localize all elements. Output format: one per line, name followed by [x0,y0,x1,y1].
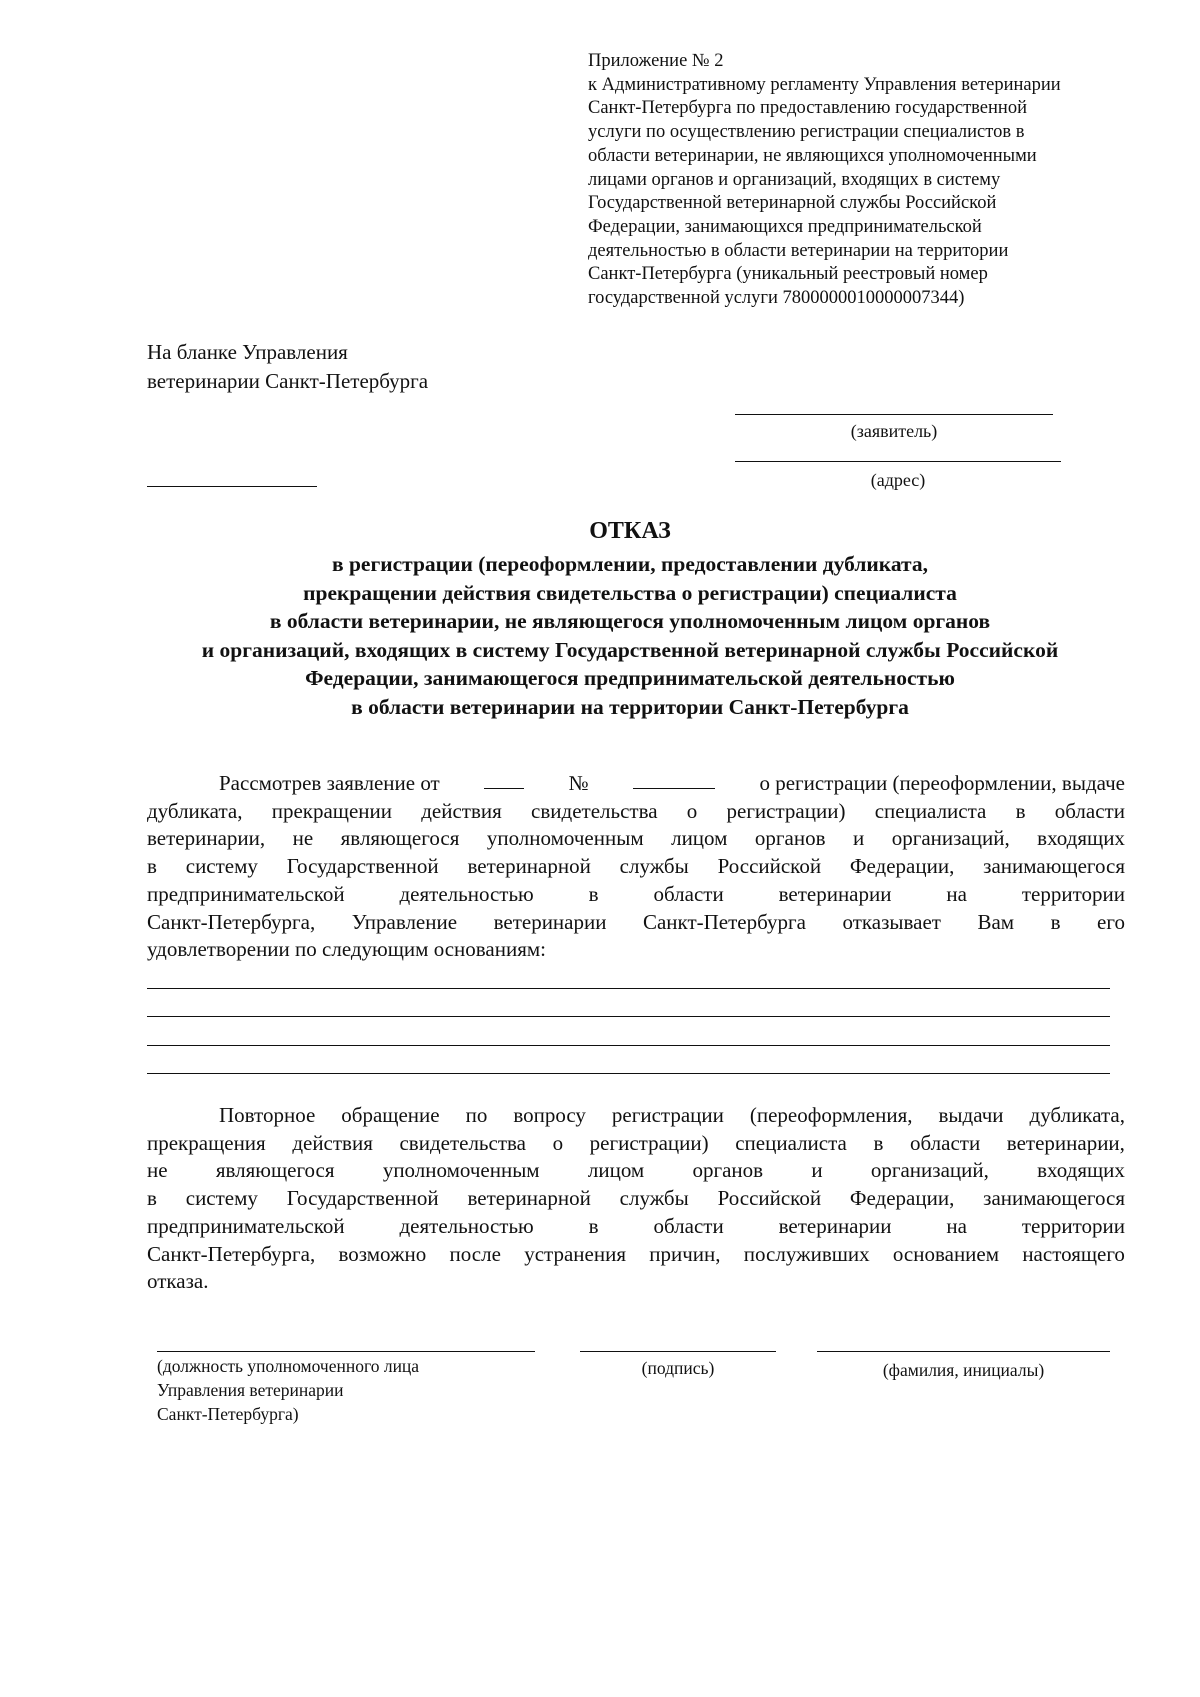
subtitle-line: прекращении действия свидетельства о регистрации) специалиста [303,580,957,605]
appendix-line: к Административному регламенту Управления ветеринарии [588,74,1061,95]
reason-blank-line [147,1016,1110,1017]
word: лицом [671,826,728,851]
word: в [588,881,599,906]
appendix-line: государственной услуги 7800000010000007344) [588,288,965,309]
word: Федерации, [849,1186,955,1211]
word: ветеринарии [493,909,607,934]
word: дубликата, [1029,1103,1125,1127]
word: свидетельства [399,1130,526,1155]
appendix-line: Федерации, занимающихся предпринимательской [588,216,982,237]
word: области [653,1213,724,1238]
reapplication-paragraph [147,1102,1125,1296]
word: области [653,881,724,906]
position-caption [157,1354,419,1426]
word: действия [421,798,502,823]
paragraph-row [147,853,1125,881]
word: обращение [341,1103,440,1127]
word: послуживших [743,1241,870,1266]
para1-tail: о регистрации (переоформлении, выдаче [759,771,1125,795]
refusal-paragraph [147,770,1125,964]
word: регистрации) [589,1130,709,1155]
word: службы [619,1186,689,1211]
appendix-line: Санкт-Петербурга (уникальный реестровый номер [588,264,988,285]
application-date-blank [484,770,524,789]
word: ветеринарии, [147,826,266,851]
word: ветеринарной [467,854,591,879]
word: уполномоченным [382,1158,540,1183]
word: являющегося [340,826,460,851]
word: действия [292,1130,373,1155]
appendix-line: Приложение № 2 [588,51,724,71]
letterhead-line-2: ветеринарии Санкт-Петербурга [147,369,429,393]
word: причин, [649,1241,721,1266]
word: и [852,826,865,851]
address-caption: (адрес) [870,470,926,490]
word: Повторное [219,1103,316,1127]
word: в [1015,798,1026,823]
position-blank-line [157,1351,535,1352]
word: органов [692,1158,764,1183]
word: Российской [717,1186,822,1211]
applicant-caption: (заявитель) [850,421,938,441]
word: организаций, [870,1158,989,1183]
document-subtitle [130,550,1130,721]
word: предпринимательской [147,881,345,906]
paragraph-row [147,1241,1125,1269]
subtitle-line: в области ветеринарии, не являющегося уполномоченным лицом органов [269,609,991,633]
word: после [449,1241,501,1266]
paragraph-row [147,798,1125,826]
word: области [909,1130,981,1155]
word: службы [619,854,689,879]
word: не [292,826,314,851]
word: в [588,1213,599,1238]
appendix-line: Государственной ветеринарной службы Российской [588,193,997,214]
word: не [147,1158,168,1183]
word: деятельностью [399,881,534,906]
appendix-line: Санкт-Петербурга по предоставлению государственной [588,98,1027,119]
word: ветеринарии, [1006,1130,1125,1155]
signature-blank-line [580,1351,776,1352]
word: регистрации [611,1103,724,1127]
word: в [873,1130,884,1155]
word: занимающегося [983,854,1125,879]
word: (переоформления, [749,1103,913,1127]
word: отказывает [842,909,941,934]
word: входящих [1037,1158,1125,1183]
letterhead-line-1: На бланке Управления [147,340,348,364]
word: прекращении [271,798,392,823]
name-caption: (фамилия, инициалы) [882,1360,1045,1380]
paragraph-row [147,909,1125,937]
word: Управление [351,909,458,934]
letterhead-note [147,338,428,396]
paragraph-row [147,770,1125,798]
subtitle-line: в области ветеринарии на территории Санкт-Петербурга [351,694,909,719]
word: органов [754,826,826,851]
word: Санкт-Петербурга, [147,909,316,934]
word: ветеринарии [778,881,892,906]
paragraph-row [147,825,1125,853]
application-number-blank [633,770,715,789]
word: устранения [524,1241,626,1266]
word: занимающегося [983,1186,1125,1211]
document-title: ОТКАЗ [589,518,671,544]
paragraph-row: удовлетворении по следующим основаниям: [147,937,546,962]
paragraph-row [147,1213,1125,1241]
subtitle-line: в регистрации (переоформлении, предоставлении дубликата, [331,552,929,576]
appendix-line: услуги по осуществлению регистрации специалистов в [588,122,1025,143]
applicant-blank-line [735,414,1053,415]
word: входящих [1037,826,1125,851]
word: систему [185,1186,258,1211]
word: регистрации) [726,798,846,823]
word: организаций, [891,826,1010,851]
word: в [147,1186,157,1211]
word: систему [185,854,258,879]
word: территории [1021,881,1125,906]
address-blank-line [735,461,1061,462]
subtitle-line: Федерации, занимающегося предпринимательской деятельностью [305,666,955,690]
word: дубликата, [147,798,243,823]
subtitle-line: и организаций, входящих в систему Государственной ветеринарной службы Российской [201,637,1059,662]
word: и [811,1158,823,1183]
word: в [147,854,157,879]
appendix-line: деятельностью в области ветеринарии на территории [588,240,1009,261]
word: Санкт-Петербурга [642,909,806,934]
paragraph-row [147,1102,1125,1130]
paragraph-row [147,881,1125,909]
word: на [946,881,967,906]
word: выдачи [938,1103,1004,1127]
word: о [686,798,698,823]
outgoing-number-blank-line [147,486,317,487]
word: области [1054,798,1125,823]
name-blank-line [817,1351,1110,1352]
word: территории [1021,1213,1125,1238]
word: Федерации, [849,854,955,879]
appendix-line: области ветеринарии, не являющихся уполномоченными [588,145,1037,166]
para1-number-sign: № [568,771,589,795]
appendix-header [588,50,1108,311]
position-caption-line: Управления ветеринарии [157,1380,344,1400]
word: Санкт-Петербурга, [147,1241,316,1266]
word: ветеринарной [467,1186,591,1211]
reason-blank-line [147,1073,1110,1074]
word: о [552,1130,564,1155]
paragraph-row [147,1130,1125,1158]
word: прекращения [147,1130,266,1155]
para1-lead: Рассмотрев заявление от [219,771,440,795]
word: в [1050,909,1061,934]
word: специалиста [735,1130,847,1155]
word: являющегося [215,1158,335,1183]
word: по [465,1103,488,1127]
word: на [946,1213,967,1238]
word: лицом [587,1158,645,1183]
word: ветеринарии [778,1213,892,1238]
position-caption-line: Санкт-Петербурга) [157,1404,299,1424]
paragraph-row [147,1157,1125,1185]
word: настоящего [1022,1241,1125,1266]
word: его [1097,909,1125,934]
word: деятельностью [399,1213,534,1238]
paragraph-row [147,1185,1125,1213]
word: возможно [338,1241,427,1266]
word: основанием [892,1241,1000,1266]
word: Государственной [286,854,439,879]
reason-blank-line [147,988,1110,989]
reason-blank-line [147,1045,1110,1046]
word: Российской [717,854,822,879]
word: уполномоченным [486,826,644,851]
appendix-line: лицами органов и организаций, входящих в систему [588,169,1001,190]
word: Вам [977,909,1015,934]
word: свидетельства [531,798,658,823]
signature-caption: (подпись) [641,1358,715,1378]
word: Государственной [286,1186,439,1211]
paragraph-row: отказа. [147,1269,209,1294]
word: предпринимательской [147,1213,345,1238]
position-caption-line: (должность уполномоченного лица [157,1356,420,1376]
word: вопросу [513,1103,586,1127]
word: специалиста [874,798,987,823]
